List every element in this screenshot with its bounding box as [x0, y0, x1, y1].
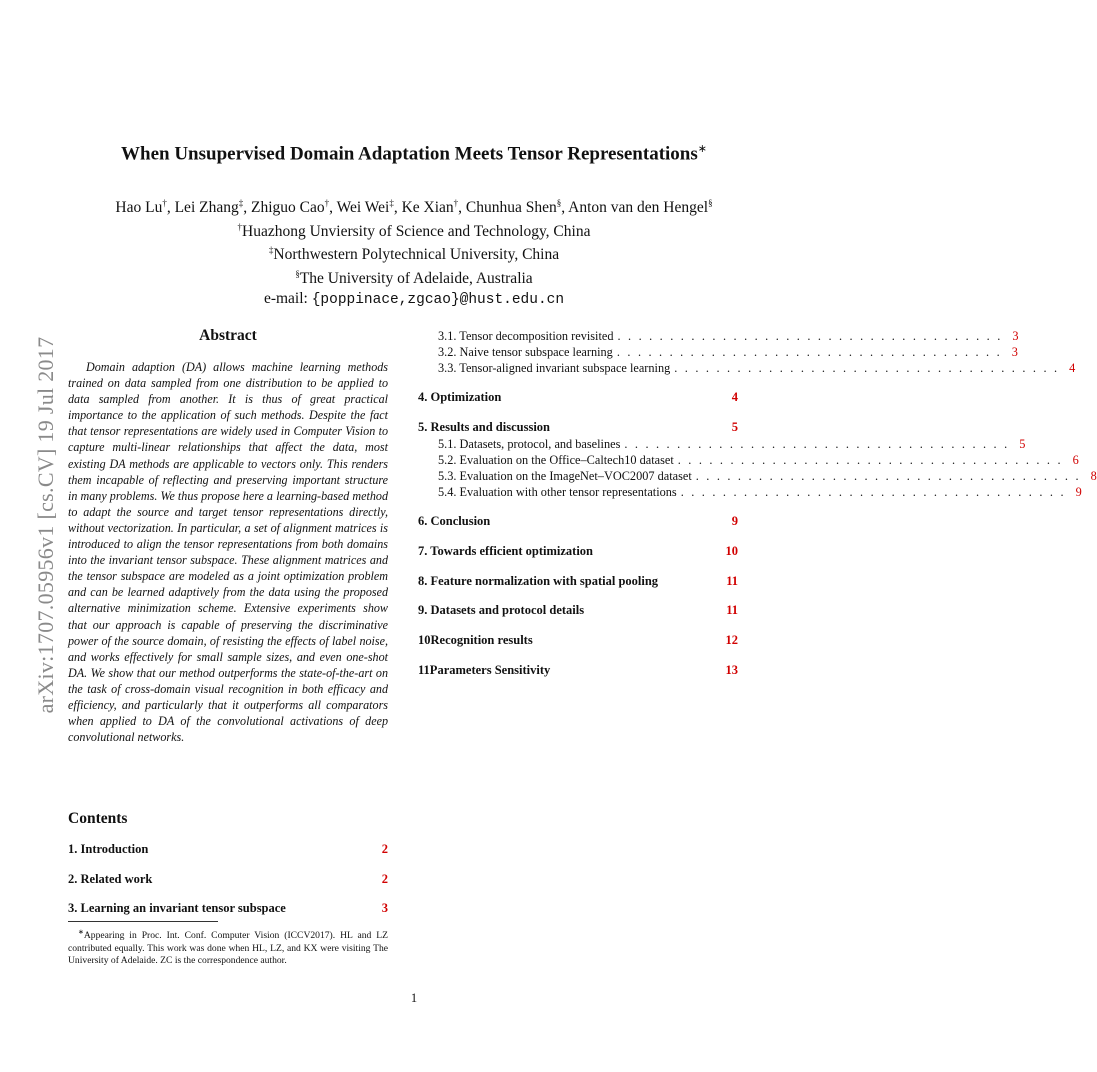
author-block	[0, 194, 828, 310]
affiliation	[0, 241, 828, 265]
toc-entry-label: 5.2. Evaluation on the Office–Caltech10 dataset	[438, 453, 674, 467]
toc-page-link[interactable]: 11	[726, 603, 738, 617]
toc-entry-label: 8. Feature normalization with spatial pooling	[418, 574, 659, 588]
affiliation-text: The University of Adelaide, Australia	[299, 270, 533, 288]
author-name: Lei Zhang	[174, 199, 239, 217]
toc-page-link[interactable]: 8	[1090, 469, 1097, 483]
author-separator: ,	[458, 199, 466, 217]
toc-entry[interactable]	[68, 901, 388, 916]
toc-entry-label: 6. Conclusion	[418, 514, 491, 528]
author-separator: ,	[561, 199, 569, 217]
affiliation-mark: †	[237, 221, 243, 232]
toc-page-link[interactable]: 13	[725, 663, 738, 677]
toc-leader: . . . . . . . . . . . . . . . . . . . . . . . . . . . . . . . . . . . . .	[677, 453, 1063, 467]
toc-page-link[interactable]: 5	[731, 420, 738, 434]
abstract-body: Domain adaption (DA) allows machine learning methods trained on data sampled from one distribution to be applied to data sampled from another. It is thus of great practical importance to the application of such methods. Despite the fact that tensor representations are widely used in Computer Vision to capture multi-linear relationships that affect the data, most existing DA methods are applicable to vectors only. This renders them incapable of reflecting and preserving important structure in many problems. We thus propose here a learning-based method to adapt the source and target tensor representations directly, without vectorization. In particular, a set of alignment matrices is introduced to align the tensor representations from both domains into the invariant tensor subspace. These alignment matrices and the tensor subspace are modeled as a joint optimization problem and can be learned adaptively from the data using the proposed alternative minimization scheme. Extensive experiments show that our approach is capable of preserving the discriminative power of the source domain, of resisting the effects of label noise, and works effectively for small sample sizes, and even one-shot DA. We show that our method outperforms the state-of-the-art on the task of cross-domain visual recognition in both efficacy and efficiency, and particularly that it outperforms all comparators when applied to DA of the convolutional activations of deep convolutional networks.	[68, 360, 388, 745]
toc-leader: . . . . . . . . . . . . . . . . . . . . . . . . . . . . . . . . . . . . .	[674, 361, 1060, 375]
author-name: Anton van den Hengel	[568, 199, 709, 217]
affiliation-mark: †	[453, 198, 459, 208]
toc-page-link[interactable]: 2	[381, 842, 388, 856]
toc-page-link[interactable]: 11	[726, 574, 738, 588]
toc-page-link[interactable]: 10	[725, 544, 738, 558]
toc-entry-label: 11Parameters Sensitivity	[418, 663, 551, 677]
author-separator: ,	[243, 199, 251, 217]
author-name: Chunhua Shen	[465, 199, 557, 217]
email-address[interactable]: {poppinace,zgcao}@hust.edu.cn	[311, 291, 565, 308]
footnote-text: Appearing in Proc. Int. Conf. Computer Vision (ICCV2017). HL and LZ contributed equally. This work was done when HL, LZ, and KX were visiting The University of Adelaide. ZC is the correspondence author.	[68, 930, 388, 967]
author-name: Zhiguo Cao	[250, 199, 325, 217]
footnote-rule	[68, 921, 218, 922]
toc-page-link[interactable]: 4	[1069, 361, 1076, 375]
affiliation-mark: §	[708, 198, 713, 208]
author-separator: ,	[329, 199, 337, 217]
toc-entry[interactable]	[418, 544, 738, 559]
toc-leader: . . . . . . . . . . . . . . . . . . . . . . . . . . . . . . . . . . . . .	[680, 485, 1066, 499]
paper-title	[0, 142, 828, 165]
toc-leader: . . . . . . . . . . . . . . . . . . . . . . . . . . . . . . . . . . . . .	[617, 329, 1003, 343]
abstract-heading: Abstract	[199, 327, 257, 344]
toc-entry-label: 7. Towards efficient optimization	[418, 544, 593, 558]
paper-title-text: When Unsupervised Domain Adaptation Meets Tensor Representations	[121, 143, 698, 165]
affiliation-mark: ‡	[238, 198, 244, 208]
toc-entry-label: 5. Results and discussion	[418, 420, 550, 434]
toc-page-link[interactable]: 3	[1012, 329, 1019, 343]
toc-entry[interactable]	[418, 390, 738, 405]
toc-page-link[interactable]: 9	[731, 514, 738, 528]
author-name: Hao Lu	[115, 199, 163, 217]
arxiv-stamp: arXiv:1707.05956v1 [cs.CV] 19 Jul 2017	[33, 336, 58, 714]
author-line	[0, 194, 828, 218]
affiliation-mark: ‡	[389, 198, 394, 208]
toc-leader: . . . . . . . . . . . . . . . . . . . . . . . . . . . . . . . . . . . . .	[695, 469, 1081, 483]
affiliation-text: Huazhong Unviersity of Science and Technology, China	[242, 222, 591, 240]
toc-entry-label: 2. Related work	[68, 872, 153, 886]
toc-entry[interactable]	[418, 663, 738, 678]
footnote	[68, 926, 388, 968]
toc-entry[interactable]	[438, 361, 1076, 376]
toc-entry[interactable]	[68, 842, 388, 857]
toc-page-link[interactable]: 5	[1019, 437, 1026, 451]
toc-page-link[interactable]: 9	[1075, 485, 1082, 499]
toc-page-link[interactable]: 3	[1011, 345, 1018, 359]
affiliation-list	[0, 218, 828, 289]
toc-entry-label: 3.2. Naive tensor subspace learning	[438, 345, 613, 359]
affiliation	[0, 265, 828, 289]
author-separator: ,	[393, 199, 402, 217]
contents-heading: Contents	[68, 810, 128, 827]
email-prefix: e-mail:	[263, 289, 312, 307]
toc-entry[interactable]	[418, 514, 738, 529]
author-separator: ,	[166, 199, 175, 217]
toc-leader: . . . . . . . . . . . . . . . . . . . . . . . . . . . . . . . . . . . . .	[624, 437, 1010, 451]
toc-entry[interactable]	[68, 872, 388, 887]
toc-entry-label: 4. Optimization	[418, 390, 502, 404]
toc-entry-label: 3.1. Tensor decomposition revisited	[438, 329, 614, 343]
email-line	[0, 289, 828, 311]
toc-entry-label: 5.4. Evaluation with other tensor representations	[438, 485, 677, 499]
author-name: Ke Xian	[401, 199, 454, 217]
toc-entry[interactable]	[438, 453, 1079, 468]
toc-entry[interactable]	[418, 420, 738, 435]
toc-entry[interactable]	[438, 329, 1019, 344]
toc-page-link[interactable]: 12	[725, 633, 738, 647]
toc-entry-label: 3.3. Tensor-aligned invariant subspace learning	[438, 361, 671, 375]
toc-entry-label: 1. Introduction	[68, 842, 149, 856]
toc-entry[interactable]	[418, 603, 738, 618]
toc-entry[interactable]	[438, 469, 1097, 484]
affiliation-mark: ‡	[268, 245, 274, 256]
title-footnote-mark: ∗	[697, 143, 707, 155]
toc-leader: . . . . . . . . . . . . . . . . . . . . . . . . . . . . . . . . . . . . .	[616, 345, 1002, 359]
toc-entry[interactable]	[438, 485, 1082, 500]
toc-entry-label: 5.1. Datasets, protocol, and baselines	[438, 437, 621, 451]
toc-entry-label: 3. Learning an invariant tensor subspace	[68, 901, 286, 915]
toc-page-link[interactable]: 6	[1072, 453, 1079, 467]
toc-entry[interactable]	[418, 574, 738, 589]
page-number: 1	[410, 991, 418, 1005]
affiliation-mark: §	[556, 198, 562, 208]
toc-entry-label: 5.3. Evaluation on the ImageNet–VOC2007 dataset	[438, 469, 692, 483]
affiliation-mark: §	[295, 268, 300, 279]
toc-entry-label: 10Recognition results	[418, 633, 533, 647]
toc-page-link[interactable]: 3	[381, 901, 388, 915]
toc-page-link[interactable]: 4	[731, 390, 738, 404]
affiliation-mark: †	[324, 198, 330, 208]
affiliation	[0, 218, 828, 242]
toc-entry[interactable]	[438, 437, 1026, 452]
toc-entry[interactable]	[438, 345, 1018, 360]
affiliation-text: Northwestern Polytechnical University, China	[273, 246, 560, 264]
footnote-mark: ∗	[78, 928, 84, 936]
toc-entry-label: 9. Datasets and protocol details	[418, 603, 585, 617]
affiliation-mark: †	[162, 198, 167, 208]
author-name: Wei Wei	[336, 199, 390, 217]
toc-page-link[interactable]: 2	[381, 872, 388, 886]
toc-entry[interactable]	[418, 633, 738, 648]
